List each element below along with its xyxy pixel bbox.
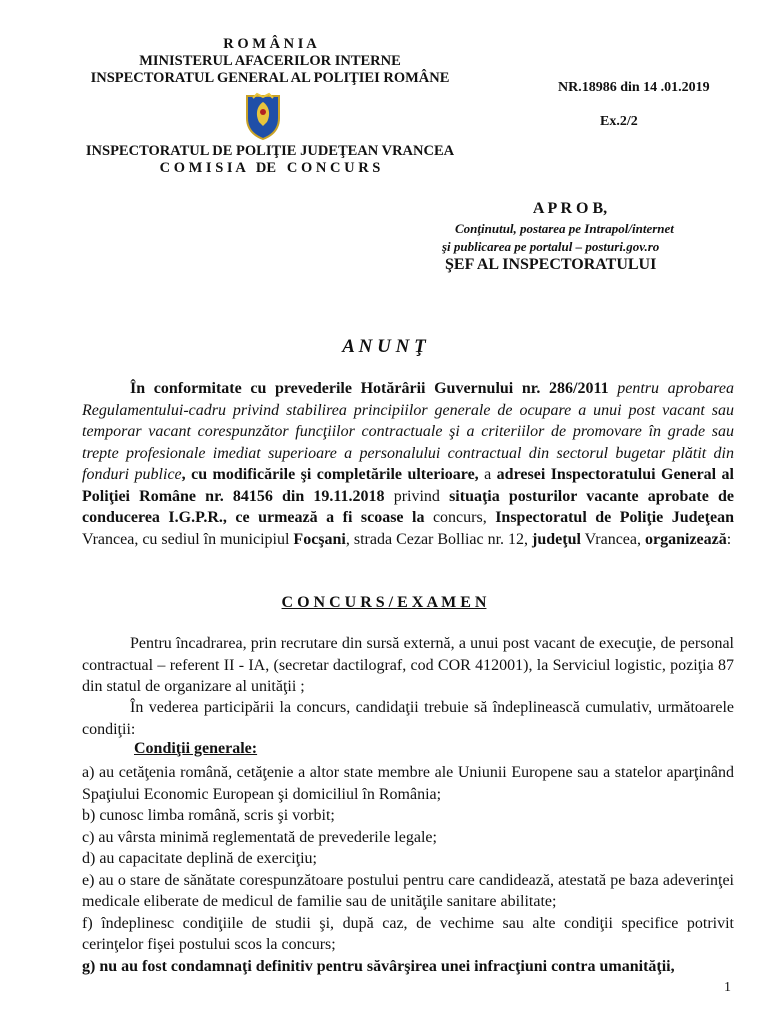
intro-text-6: Vrancea,	[580, 530, 645, 548]
page-number: 1	[724, 980, 731, 995]
intro-hg: În conformitate cu prevederile Hotărârii Guvernului nr. 286/2011	[130, 380, 609, 397]
intro-text-7: :	[726, 530, 732, 548]
approval-title: A P R O B,	[532, 200, 608, 217]
commission-name: C O M I S I A DE C O N C U R S	[159, 160, 381, 176]
approval-chief: ŞEF AL INSPECTORATULUI	[445, 256, 657, 273]
approval-line-2: şi publicarea pe portalul – posturi.gov.ro	[442, 239, 660, 254]
general-conditions-title: Condiţii generale:	[134, 740, 258, 757]
document-number: NR.18986 din 14 .01.2019	[558, 80, 710, 95]
county-inspectorate: INSPECTORATUL DE POLIŢIE JUDEŢEAN VRANCEA	[85, 143, 455, 159]
conditions-list	[82, 762, 734, 977]
intro-county: judeţul	[532, 530, 581, 548]
condition-item: g) nu au fost condamnaţi definitiv pentru săvârşirea unei infracţiuni contra umanităţii,	[82, 957, 675, 975]
intro-hg-title: pentru aprobarea Regulamentului-cadru privind stabilirea principiilor generale de ocupare a unui post vacant sau temporar vacant corespunzător funcţiilor contractuale şi a criteriilor de promovare în grade sau trepte profesionale imediat superioare a personalului contractual din sectorul bugetar plătit din fonduri publice	[82, 380, 735, 483]
position-paragraph: Pentru încadrarea, prin recrutare din sursă externă, a unui post vacant de execuţie, de personal contractual – referent II - IA, (secretar dactilograf, cod COR 412001), la Serviciul logistic, poziţia 87 din statul de organizare al unităţii ;	[82, 635, 734, 695]
county-header	[60, 143, 480, 177]
intro-situation: situaţia posturilor vacante aprobate de conducerea I.G.P.R., ce urmează a fi scoase la	[82, 487, 734, 526]
intro-text-1: a	[478, 466, 497, 483]
announcement-title: A N U N Ţ	[342, 336, 426, 357]
ministry-name: MINISTERUL AFACERILOR INTERNE	[139, 53, 401, 69]
copy-number: Ex.2/2	[600, 114, 638, 129]
intro-text-2: privind	[384, 487, 450, 505]
intro-address: adresei Inspectoratului General al Poliţiei Române nr. 84156 din 19.11.2018	[82, 466, 735, 505]
intro-inspectorate: Inspectoratul de Poliţie Judeţean	[495, 509, 734, 526]
intro-text-5: , strada Cezar Bolliac nr. 12,	[345, 530, 533, 548]
condition-item: d) au capacitate deplină de exerciţiu;	[82, 850, 317, 867]
intro-text-4: Vrancea, cu sediul în municipiul	[82, 530, 294, 548]
header-block	[80, 36, 460, 87]
intro-paragraph	[82, 378, 734, 550]
intro-organizes: organizează	[645, 530, 727, 548]
exam-title: C O N C U R S / E X A M E N	[281, 594, 487, 611]
condition-item: e) au o stare de sănătate corespunzătoare postului pentru care candidează, atestată pe baza adeverinţei medicale eliberate de medicul de familie sau de unităţile sanitare abilitate;	[82, 871, 734, 910]
condition-item: a) au cetăţenia română, cetăţenie a altor state membre ale Uniunii Europene sau a statelor aparţinând Spaţiului Economic European şi domiciliul în România;	[82, 764, 734, 803]
condition-item: f) îndeplinesc condiţiile de studii şi, după caz, de vechime sau alte condiţii specifice potrivit cerinţelor fişei postului scos la concurs;	[82, 914, 734, 953]
approval-line-1: Conţinutul, postarea pe Intrapol/internet	[455, 221, 674, 236]
romanian-police-crest-icon	[243, 92, 283, 140]
intro-text-3: concurs,	[424, 509, 496, 526]
country-name: R O M Â N I A	[223, 36, 317, 52]
inspectorate-name: INSPECTORATUL GENERAL AL POLIŢIEI ROMÂNE	[90, 70, 450, 86]
intro-amendments: , cu modificările şi completările ulterioare,	[181, 466, 479, 483]
participation-paragraph: În vederea participării la concurs, candidaţii trebuie să îndeplinească cumulativ, următoarele condiţii:	[82, 699, 734, 738]
condition-item: c) au vârsta minimă reglementată de prevederile legale;	[82, 828, 437, 846]
condition-item: b) cunosc limba română, scris şi vorbit;	[82, 807, 335, 824]
intro-city: Focşani	[293, 530, 346, 548]
